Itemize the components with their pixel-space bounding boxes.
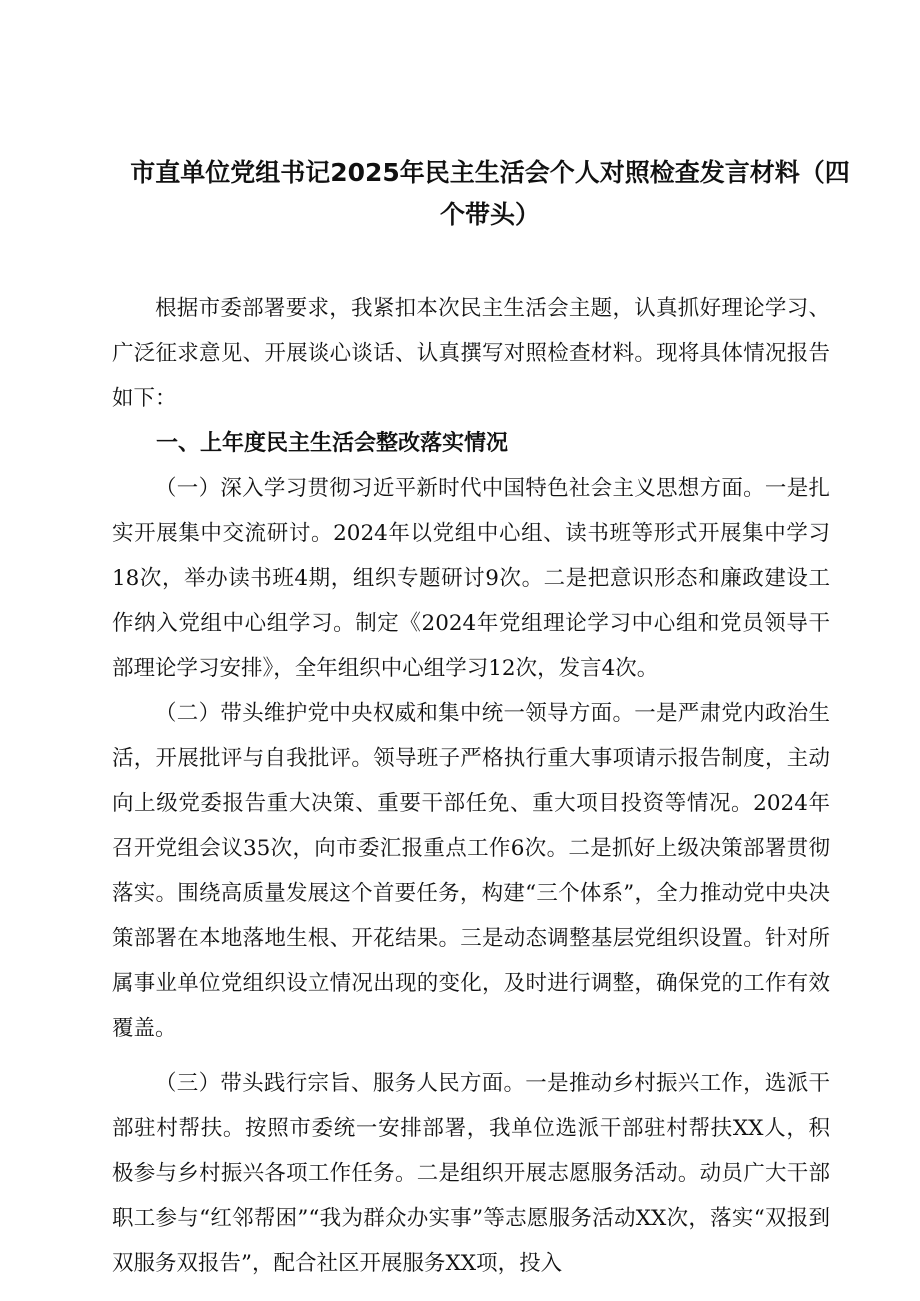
paragraph-three: （三）带头践行宗旨、服务人民方面。一是推动乡村振兴工作，选派干部驻村帮扶。按照市委统一安排部署，我单位选派干部驻村帮扶XX人，积极参与乡村振兴各项工作任务。二是组织开展志愿服务活动。动员广大干部职工参与“红邻帮困”“我为群众办实事”等志愿服务活动XX次，落实“双报到双服务双报告”，配合社区开展服务XX项，投入	[112, 1071, 830, 1276]
document-body	[112, 286, 830, 1286]
intro-paragraph: 根据市委部署要求，我紧扣本次民主生活会主题，认真抓好理论学习、广泛征求意见、开展谈心谈话、认真撰写对照检查材料。现将具体情况报告如下：	[112, 296, 830, 411]
paragraph-two: （二）带头维护党中央权威和集中统一领导方面。一是严肃党内政治生活，开展批评与自我批评。领导班子严格执行重大事项请示报告制度，主动向上级党委报告重大决策、重要干部任免、重大项目投资等情况。2024年召开党组会议35次，向市委汇报重点工作6次。二是抓好上级决策部署贯彻落实。围绕高质量发展这个首要任务，构建“三个体系”，全力推动党中央决策部署在本地落地生根、开花结果。三是动态调整基层党组织设置。针对所属事业单位党组织设立情况出现的变化，及时进行调整，确保党的工作有效覆盖。	[112, 701, 830, 1041]
document-title: 市直单位党组书记2025年民主生活会个人对照检查发言材料（四个带头）	[130, 158, 850, 229]
paragraph-one: （一）深入学习贯彻习近平新时代中国特色社会主义思想方面。一是扎实开展集中交流研讨。2024年以党组中心组、读书班等形式开展集中学习18次，举办读书班4期，组织专题研讨9次。二是把意识形态和廉政建设工作纳入党组中心组学习。制定《2024年党组理论学习中心组和党员领导干部理论学习安排》，全年组织中心组学习12次，发言4次。	[112, 476, 830, 681]
section-heading: 一、上年度民主生活会整改落实情况	[156, 431, 509, 456]
